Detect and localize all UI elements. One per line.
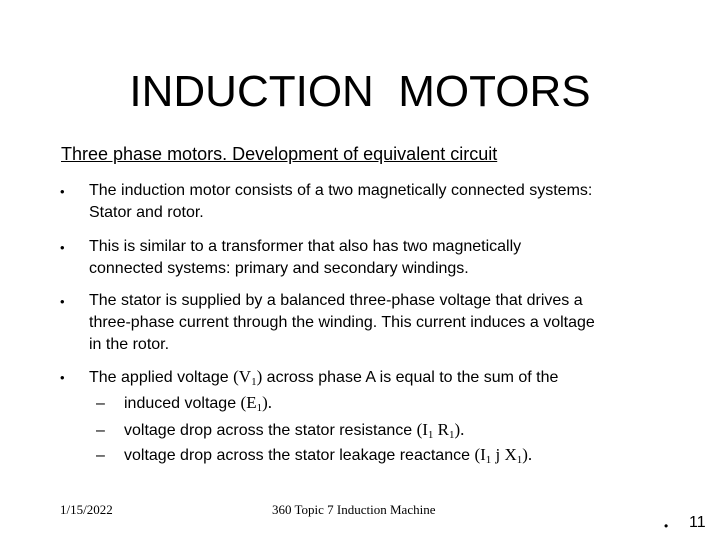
slide-title: INDUCTION MOTORS [129, 67, 591, 116]
symbol-subscript: 1 [485, 454, 492, 466]
bullet4-text-b: across phase A is equal to the sum of the [262, 369, 559, 386]
dash-marker: – [96, 422, 105, 439]
symbol-text: (E [240, 393, 257, 412]
bullet-line: connected systems: primary and secondary windings. [89, 260, 469, 277]
bullet4-text-a: The applied voltage [89, 369, 234, 386]
symbol-subscript: 1 [516, 454, 523, 466]
bullet-line: Stator and rotor. [89, 204, 204, 221]
bullet-dot: • [60, 240, 65, 255]
footer-course-label: 360 Topic 7 Induction Machine [272, 502, 436, 517]
page-bullet: • [664, 519, 669, 533]
bullet-line: in the rotor. [89, 336, 170, 353]
sub-item-induced-voltage [96, 392, 272, 419]
bullet-dot: • [60, 370, 65, 385]
bullet-dot: • [60, 294, 65, 309]
bullet-line: The stator is supplied by a balanced three-phase voltage that drives a [89, 292, 583, 309]
symbol-text: (I [416, 420, 428, 439]
symbol-text: R [433, 420, 450, 439]
bullet-line: This is similar to a transformer that also has two magnetically [89, 238, 522, 255]
bullet-dot: • [60, 184, 65, 199]
symbol-text: j X [491, 445, 517, 464]
symbol-subscript: 1 [449, 429, 455, 441]
sub-item-text: voltage drop across the stator leakage reactance [124, 447, 475, 464]
dash-marker: – [96, 447, 105, 464]
symbol-text: ). [454, 420, 465, 439]
sub-item-text: voltage drop across the stator resistance [124, 422, 417, 439]
sub-item-text: induced voltage [124, 395, 241, 412]
symbol-text: ). [262, 393, 272, 412]
formula [241, 393, 272, 412]
bullet-text [89, 180, 689, 224]
symbol-subscript: 1 [256, 402, 263, 414]
bullet-line: three-phase current through the winding. This current induces a voltage [89, 314, 595, 331]
symbol-subscript: 1 [427, 429, 434, 441]
dash-marker: – [96, 395, 105, 412]
sub-item-stator-resistance [96, 419, 464, 446]
formula [474, 445, 532, 464]
symbol-text: (I [474, 445, 486, 464]
slide-subtitle: Three phase motors. Development of equivalent circuit [61, 144, 498, 164]
bullet-line: The induction motor consists of a two magnetically connected systems: [89, 182, 593, 199]
symbol-text: ). [522, 445, 533, 464]
symbol-subscript: 1 [251, 376, 257, 388]
sub-item-leakage-reactance [96, 444, 532, 471]
bullet-text [89, 366, 689, 393]
bullet-text [89, 236, 689, 280]
formula [417, 420, 465, 439]
footer-date: 1/15/2022 [60, 502, 113, 517]
symbol-text: (V [233, 367, 252, 386]
page-number: 11 [689, 514, 706, 531]
applied-voltage-symbol [233, 367, 262, 386]
bullet-text [89, 290, 689, 356]
symbol-text: ) [256, 367, 263, 386]
